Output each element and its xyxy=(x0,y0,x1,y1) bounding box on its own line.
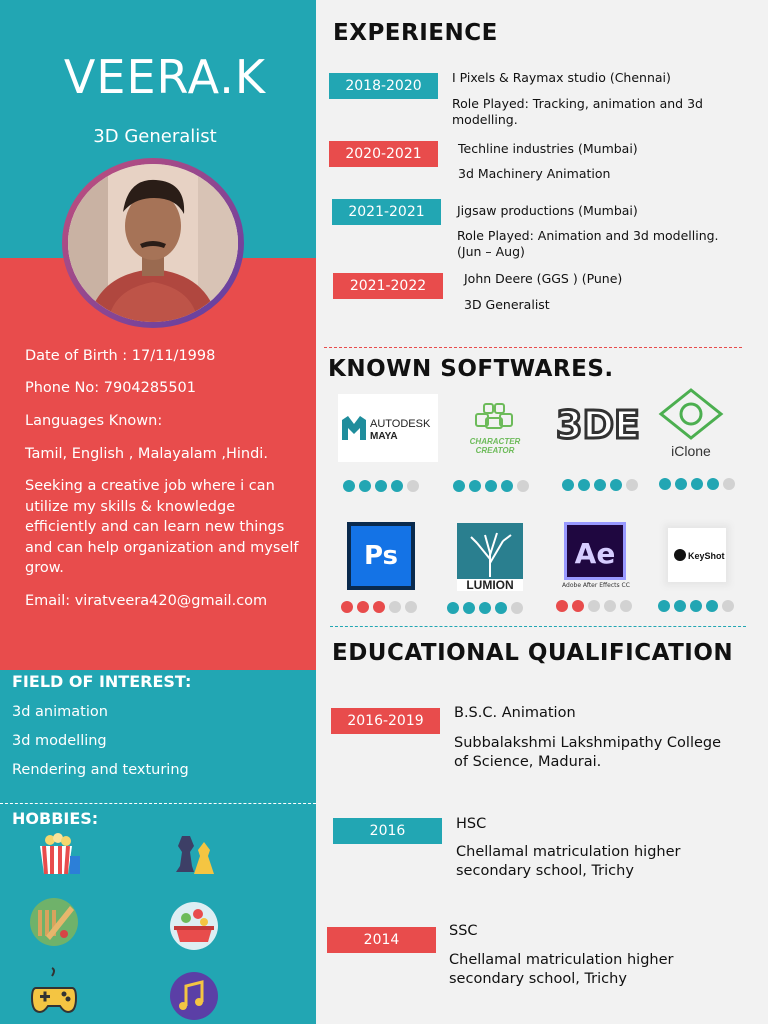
education-heading: EDUCATIONAL QUALIFICATION xyxy=(332,640,734,666)
rating-dot xyxy=(375,480,387,492)
rating-dot xyxy=(675,478,687,490)
interest-heading: FIELD OF INTEREST: xyxy=(12,672,192,691)
interest-item: 3d modelling xyxy=(12,733,107,749)
experience-years: 2018-2020 xyxy=(329,73,438,99)
rating-dot xyxy=(556,600,568,612)
education-years: 2016 xyxy=(333,818,442,844)
divider xyxy=(0,803,316,804)
rating-dots xyxy=(562,479,638,491)
svg-text:MAYA: MAYA xyxy=(370,431,398,442)
rating-dot xyxy=(485,480,497,492)
photoshop-icon: Ps xyxy=(351,526,411,586)
svg-text:iClone: iClone xyxy=(671,443,711,459)
rating-dots xyxy=(341,601,417,613)
experience-company: I Pixels & Raymax studio (Chennai) xyxy=(452,70,671,85)
character-creator-icon xyxy=(456,398,534,458)
education-school: Subbalakshmi Lakshmipathy College of Science, Madurai. xyxy=(454,735,722,770)
rating-dot xyxy=(479,602,491,614)
rating-dot xyxy=(359,480,371,492)
rating-dot xyxy=(658,600,670,612)
keyshot-icon xyxy=(668,528,726,582)
cooking-icon xyxy=(168,900,220,952)
rating-dot xyxy=(706,600,718,612)
experience-detail: Role Played: Tracking, animation and 3d modelling. xyxy=(452,96,703,127)
rating-dot xyxy=(407,480,419,492)
person-photo-icon xyxy=(68,164,238,322)
svg-text:CREATOR: CREATOR xyxy=(475,446,515,455)
rating-dots xyxy=(343,480,419,492)
rating-dot xyxy=(391,480,403,492)
hobbies-heading: HOBBIES: xyxy=(12,809,99,828)
rating-dots xyxy=(447,602,523,614)
svg-text:KeyShot: KeyShot xyxy=(688,551,725,561)
education-school: Chellamal matriculation higher secondary school, Trichy xyxy=(449,952,674,987)
rating-dot xyxy=(707,478,719,490)
rating-dot xyxy=(389,601,401,613)
education-school: Chellamal matriculation higher secondary school, Trichy xyxy=(456,844,681,879)
rating-dot xyxy=(594,479,606,491)
svg-text:LUMION: LUMION xyxy=(466,578,514,591)
character-creator-logo xyxy=(456,398,534,458)
rating-dot xyxy=(357,601,369,613)
date-of-birth: Date of Birth : 17/11/1998 xyxy=(25,348,216,364)
rating-dot xyxy=(511,602,523,614)
rating-dot xyxy=(572,600,584,612)
keyshot-logo xyxy=(668,528,726,582)
gaming-icon xyxy=(28,966,80,1018)
experience-years: 2021-2021 xyxy=(332,199,441,225)
svg-text:3DE: 3DE xyxy=(556,403,640,446)
rating-dots xyxy=(658,600,734,612)
maya-logo xyxy=(338,394,438,462)
rating-dots xyxy=(453,480,529,492)
rating-dot xyxy=(463,602,475,614)
rating-dot xyxy=(626,479,638,491)
divider xyxy=(324,347,742,348)
movies-icon xyxy=(32,830,84,882)
rating-dot xyxy=(453,480,465,492)
experience-detail: 3d Machinery Animation xyxy=(458,166,611,181)
education-years: 2016-2019 xyxy=(331,708,440,734)
email-address: Email: viratveera420@gmail.com xyxy=(25,593,268,609)
education-degree: HSC xyxy=(456,816,487,832)
rating-dot xyxy=(469,480,481,492)
after-effects-logo xyxy=(561,520,631,592)
rating-dot xyxy=(674,600,686,612)
music-icon xyxy=(168,970,220,1022)
candidate-role: 3D Generalist xyxy=(93,126,217,147)
rating-dot xyxy=(341,601,353,613)
rating-dot xyxy=(659,478,671,490)
experience-detail: 3D Generalist xyxy=(464,297,550,312)
rating-dot xyxy=(620,600,632,612)
lumion-icon xyxy=(457,523,523,591)
experience-heading: EXPERIENCE xyxy=(333,20,498,46)
rating-dots xyxy=(556,600,632,612)
rating-dot xyxy=(690,600,702,612)
experience-years: 2020-2021 xyxy=(329,141,438,167)
maya-icon xyxy=(338,394,438,462)
cricket-icon xyxy=(28,896,80,948)
rating-dot xyxy=(691,478,703,490)
avatar xyxy=(68,164,238,322)
rating-dot xyxy=(604,600,616,612)
rating-dot xyxy=(373,601,385,613)
experience-years: 2021-2022 xyxy=(333,273,443,299)
rating-dot xyxy=(447,602,459,614)
3de-logo xyxy=(555,402,641,446)
experience-company: John Deere (GGS ) (Pune) xyxy=(464,271,623,286)
iclone-logo xyxy=(655,386,727,462)
rating-dot xyxy=(343,480,355,492)
software-heading: KNOWN SOFTWARES. xyxy=(328,356,614,382)
after-effects-caption: Adobe After Effects CC xyxy=(562,582,630,589)
chess-icon xyxy=(168,828,220,880)
candidate-name: VEERA.K xyxy=(63,50,267,104)
experience-company: Techline industries (Mumbai) xyxy=(458,141,638,156)
rating-dot xyxy=(610,479,622,491)
experience-company: Jigsaw productions (Mumbai) xyxy=(457,203,638,218)
phone-number: Phone No: 7904285501 xyxy=(25,380,196,396)
interest-item: 3d animation xyxy=(12,704,108,720)
education-degree: SSC xyxy=(449,923,478,939)
rating-dots xyxy=(659,478,735,490)
divider xyxy=(330,626,746,627)
education-degree: B.S.C. Animation xyxy=(454,705,576,721)
rating-dot xyxy=(722,600,734,612)
languages-label: Languages Known: xyxy=(25,413,163,429)
lumion-logo xyxy=(457,523,523,591)
photoshop-logo xyxy=(347,522,415,590)
languages-list: Tamil, English , Malayalam ,Hindi. xyxy=(25,446,268,462)
rating-dot xyxy=(578,479,590,491)
rating-dot xyxy=(588,600,600,612)
education-years: 2014 xyxy=(327,927,436,953)
svg-text:CHARACTER: CHARACTER xyxy=(469,437,521,446)
experience-detail: Role Played: Animation and 3d modelling. (Jun – Aug) xyxy=(457,228,719,259)
svg-text:AUTODESK: AUTODESK xyxy=(370,418,431,430)
iclone-icon xyxy=(655,386,727,462)
career-objective: Seeking a creative job where i can utilize my skills & knowledge efficiently and can learn new things and can help organization and myself grow. xyxy=(25,478,299,576)
rating-dot xyxy=(495,602,507,614)
interest-item: Rendering and texturing xyxy=(12,762,189,778)
rating-dot xyxy=(517,480,529,492)
rating-dot xyxy=(562,479,574,491)
rating-dot xyxy=(501,480,513,492)
rating-dot xyxy=(405,601,417,613)
rating-dot xyxy=(723,478,735,490)
after-effects-icon: Ae xyxy=(564,522,626,580)
3de-icon xyxy=(555,402,641,446)
